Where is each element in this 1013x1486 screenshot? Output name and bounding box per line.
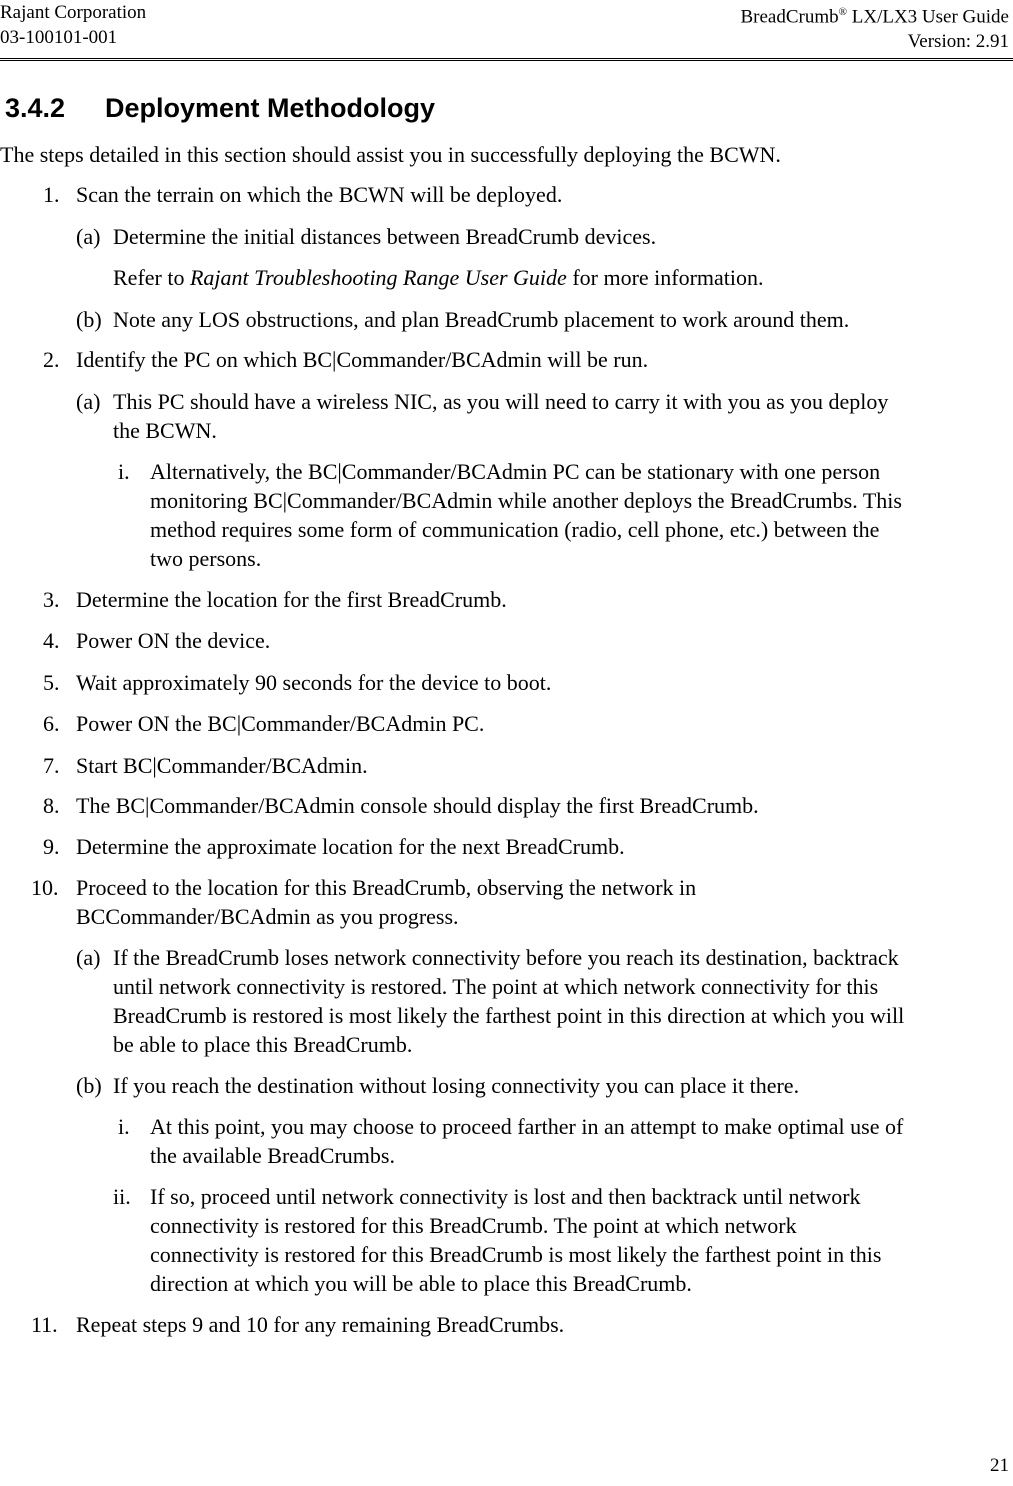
list-item: [43, 626, 271, 655]
list-item-text-line: connectivity is restored for this BreadCrumb. The point at which network: [150, 1213, 797, 1238]
list-item-label: 8.: [43, 793, 60, 818]
list-item-text: Scan the terrain on which the BCWN will be deployed.: [76, 182, 563, 207]
list-item: [31, 873, 697, 931]
list-item: [118, 457, 902, 573]
list-item: [76, 305, 850, 334]
list-item-text: Determine the initial distances between BreadCrumb devices.: [113, 224, 657, 249]
list-item-text-line: be able to place this BreadCrumb.: [113, 1032, 413, 1057]
section-number: 3.4.2: [5, 93, 66, 123]
guide-title: BreadCrumb® LX/LX3 User Guide: [740, 6, 1009, 28]
list-item-label: 6.: [43, 711, 60, 736]
list-item-text: Identify the PC on which BC|Commander/BCAdmin will be run.: [76, 347, 649, 372]
list-item-label: 2.: [43, 347, 60, 372]
list-item-text: Determine the location for the first BreadCrumb.: [76, 587, 507, 612]
list-item: [113, 1182, 882, 1298]
list-item: [76, 387, 889, 445]
list-item: [43, 585, 507, 614]
list-item-text-line: the available BreadCrumbs.: [150, 1143, 395, 1168]
list-item-text: Power ON the device.: [76, 628, 271, 653]
list-item-label: (a): [76, 389, 101, 414]
list-item-label: (b): [76, 307, 102, 332]
list-item: [118, 1112, 904, 1170]
list-item-text: Start BC|Commander/BCAdmin.: [76, 753, 368, 778]
list-item-text-line: two persons.: [150, 546, 262, 571]
list-item-label: 11.: [31, 1312, 58, 1337]
list-item-label: i.: [118, 459, 130, 484]
list-item: [31, 1310, 565, 1339]
list-item-text-line: This PC should have a wireless NIC, as you will need to carry it with you as you deploy: [113, 389, 889, 414]
list-item: [43, 668, 552, 697]
list-item-text-line: the BCWN.: [113, 418, 217, 443]
intro-paragraph: The steps detailed in this section should assist you in successfully deploying the BCWN.: [0, 142, 781, 167]
list-item: [76, 222, 657, 251]
list-item: [76, 943, 905, 1059]
registered-mark: ®: [838, 6, 847, 18]
reference-note: Refer to Rajant Troubleshooting Range User Guide for more information.: [113, 265, 764, 290]
list-item-text: If you reach the destination without losing connectivity you can place it there.: [113, 1073, 800, 1098]
page-header-right: [740, 0, 1009, 54]
document-version: Version: 2.91: [907, 31, 1009, 53]
list-item-text: Note any LOS obstructions, and plan BreadCrumb placement to work around them.: [113, 307, 850, 332]
company-name: Rajant Corporation: [0, 2, 147, 23]
list-item-text-line: Proceed to the location for this BreadCrumb, observing the network in: [76, 875, 697, 900]
section-title: Deployment Methodology: [105, 93, 435, 123]
list-item-label: (a): [76, 224, 101, 249]
list-item-label: i.: [118, 1114, 130, 1139]
reference-guide-title: Rajant Troubleshooting Range User Guide: [189, 265, 567, 290]
list-item-text-line: method requires some form of communication (radio, cell phone, etc.) between the: [150, 517, 880, 542]
list-item-text: Repeat steps 9 and 10 for any remaining BreadCrumbs.: [76, 1312, 565, 1337]
list-item-text-line: until network connectivity is restored. The point at which network connectivity for this: [113, 974, 879, 999]
document-number: 03-100101-001: [0, 27, 118, 48]
list-item-text: Determine the approximate location for the next BreadCrumb.: [76, 834, 625, 859]
list-item-label: 5.: [43, 670, 60, 695]
list-item-text: Power ON the BC|Commander/BCAdmin PC.: [76, 711, 485, 736]
list-item-text-line: If the BreadCrumb loses network connectivity before you reach its destination, backtrack: [113, 945, 899, 970]
list-item: [43, 791, 759, 820]
list-item-label: ii.: [113, 1184, 131, 1209]
list-item-text-line: At this point, you may choose to proceed farther in an attempt to make optimal use of: [150, 1114, 904, 1139]
list-item-text-line: If so, proceed until network connectivity is lost and then backtrack until network: [150, 1184, 861, 1209]
list-item-label: 3.: [43, 587, 60, 612]
list-item-label: 9.: [43, 834, 60, 859]
list-item-label: 4.: [43, 628, 60, 653]
list-item: [43, 345, 649, 374]
list-item-text-line: BreadCrumb is restored is most likely the farthest point in this direction at which you will: [113, 1003, 905, 1028]
list-item-label: 1.: [43, 182, 60, 207]
header-divider: [0, 58, 1013, 61]
list-item-text: Wait approximately 90 seconds for the device to boot.: [76, 670, 552, 695]
list-item: [43, 832, 625, 861]
list-item-text-line: connectivity is restored for this BreadCrumb is most likely the farthest point in this: [150, 1242, 882, 1267]
list-item-label: 7.: [43, 753, 60, 778]
list-item: [76, 1071, 800, 1100]
list-item-label: (b): [76, 1073, 102, 1098]
page-header-left: [0, 0, 146, 50]
list-item-text-line: direction at which you will be able to place this BreadCrumb.: [150, 1271, 692, 1296]
list-item-text-line: monitoring BC|Commander/BCAdmin while another deploys the BreadCrumbs. This: [150, 488, 902, 513]
page-number: 21: [990, 1455, 1009, 1476]
list-item-label: 10.: [31, 875, 59, 900]
list-item: [43, 180, 563, 209]
list-item-text-line: Alternatively, the BC|Commander/BCAdmin PC can be stationary with one person: [150, 459, 881, 484]
list-item-text: The BC|Commander/BCAdmin console should display the first BreadCrumb.: [76, 793, 759, 818]
list-item: [43, 709, 485, 738]
list-item: [43, 751, 368, 780]
list-item-label: (a): [76, 945, 101, 970]
list-item-text-line: BCCommander/BCAdmin as you progress.: [76, 904, 459, 929]
section-heading: [5, 90, 435, 126]
